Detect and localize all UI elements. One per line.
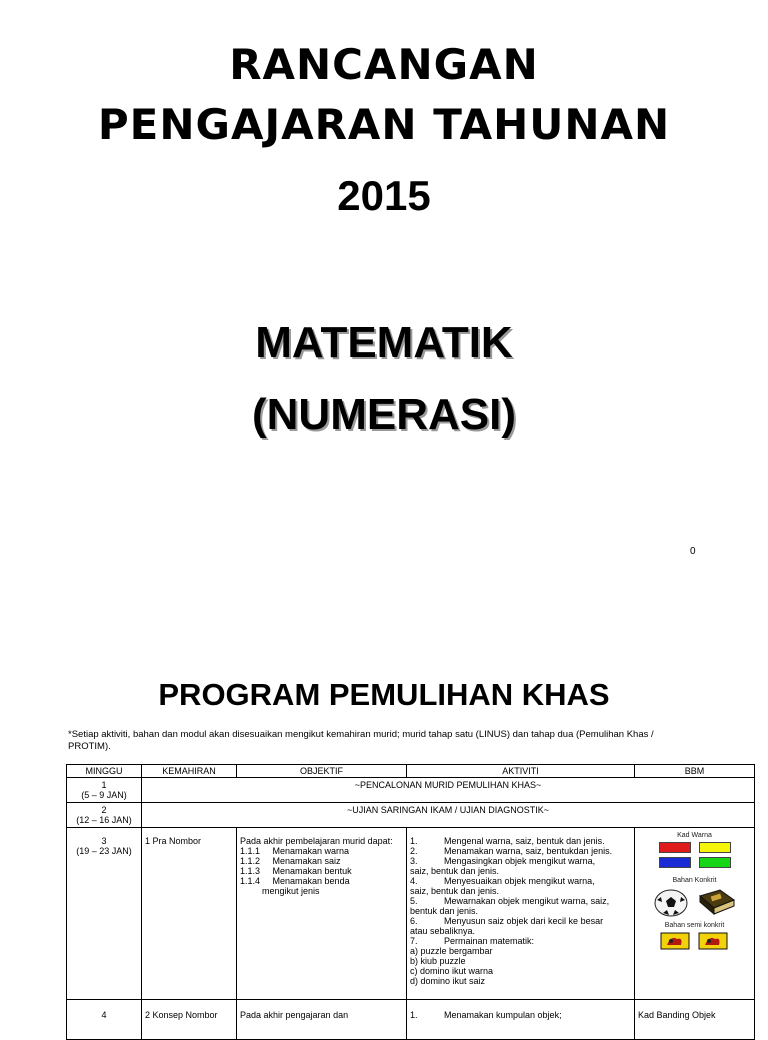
week-number: 3 xyxy=(101,836,107,846)
bbm-cell: Kad Banding Objek xyxy=(635,1000,755,1040)
week-cell xyxy=(67,828,142,1000)
activity-item: 7. Permainan matematik: xyxy=(410,936,535,946)
week-dates: (19 – 23 JAN) xyxy=(76,846,132,856)
table-row xyxy=(67,1000,755,1040)
span-cell: ~PENCALONAN MURID PEMULIHAN KHAS~ xyxy=(142,778,755,803)
header-kemahiran: KEMAHIRAN xyxy=(142,765,237,778)
activity-item: 4. Menyesuaikan objek mengikut warna, xyxy=(410,876,595,886)
objective-item: 1.1.3 Menamakan bentuk xyxy=(240,866,352,876)
subject-title: MATEMATIK xyxy=(255,318,513,367)
activity-item: a) puzzle bergambar xyxy=(410,946,493,956)
activity-item: 5. Mewarnakan objek mengikut warna, saiz, xyxy=(410,896,610,906)
skill-cell: 2 Konsep Nombor xyxy=(142,1000,237,1040)
week-number: 1 xyxy=(101,780,107,790)
table-row xyxy=(67,803,755,828)
table-header-row xyxy=(67,765,755,778)
activity-item: d) domino ikut saiz xyxy=(410,976,486,986)
activity-item: 3. Mengasingkan objek mengikut warna, xyxy=(410,856,596,866)
year-title: 2015 xyxy=(337,172,431,219)
activity-item: bentuk dan jenis. xyxy=(410,906,479,916)
blue-swatch xyxy=(659,857,691,868)
activity-item: atau sebaliknya. xyxy=(410,926,476,936)
objective-cell: Pada akhir pengajaran dan xyxy=(237,1000,407,1040)
table-row xyxy=(67,778,755,803)
activity-item: b) kiub puzzle xyxy=(410,956,466,966)
table-row xyxy=(67,828,755,1000)
subject-subtitle: (NUMERASI) xyxy=(252,390,516,439)
week-dates: (5 – 9 JAN) xyxy=(81,790,127,800)
yellow-swatch xyxy=(699,842,731,853)
objective-intro: Pada akhir pembelajaran murid dapat: xyxy=(240,836,393,846)
lesson-plan-table xyxy=(66,764,755,1040)
span-cell: ~UJIAN SARINGAN IKAM / UJIAN DIAGNOSTIK~ xyxy=(142,803,755,828)
caption-bahan-semi-konkrit: Bahan semi konkrit xyxy=(664,922,725,929)
activity-text: Menamakan kumpulan objek; xyxy=(444,1010,562,1020)
domino-cards-icon xyxy=(653,931,737,951)
book-icon xyxy=(694,886,738,918)
week-dates: (12 – 16 JAN) xyxy=(76,815,132,825)
activity-item: 6. Menyusun saiz objek dari kecil ke besar xyxy=(410,916,604,926)
activity-cell xyxy=(407,1000,635,1040)
objective-item: 1.1.2 Menamakan saiz xyxy=(240,856,341,866)
header-bbm: BBM xyxy=(635,765,755,778)
objective-cell xyxy=(237,828,407,1000)
caption-bahan-konkrit: Bahan Konkrit xyxy=(672,877,717,884)
green-swatch xyxy=(699,857,731,868)
objective-item: 1.1.1 Menamakan warna xyxy=(240,846,350,856)
program-title: PROGRAM PEMULIHAN KHAS xyxy=(158,677,610,712)
header-minggu: MINGGU xyxy=(67,765,142,778)
week-cell xyxy=(67,778,142,803)
activity-item: saiz, bentuk dan jenis. xyxy=(410,886,500,896)
bbm-cell xyxy=(635,828,755,1000)
header-aktiviti: AKTIVITI xyxy=(407,765,635,778)
skill-cell: 1 Pra Nombor xyxy=(142,828,237,1000)
activity-item: c) domino ikut warna xyxy=(410,966,494,976)
activity-item: saiz, bentuk dan jenis. xyxy=(410,866,500,876)
objective-item: 1.1.4 Menamakan benda xyxy=(240,876,350,886)
week-cell xyxy=(67,803,142,828)
activity-item: 1. Mengenal warna, saiz, bentuk dan jenis. xyxy=(410,836,605,846)
objective-item-tail: mengikut jenis xyxy=(262,886,320,896)
page-number: 0 xyxy=(690,546,696,557)
activity-cell xyxy=(407,828,635,1000)
program-note: *Setiap aktiviti, bahan dan modul akan disesuaikan mengikut kemahiran murid; murid tahap satu (LINUS) dan tahap dua (Pemulihan Khas / PROTIM). xyxy=(68,729,654,752)
football-icon xyxy=(651,888,691,918)
caption-kad-warna: Kad Warna xyxy=(677,832,712,839)
week-number: 2 xyxy=(101,805,107,815)
title-line-1: RANCANGAN xyxy=(229,40,539,89)
title-line-2: PENGAJARAN TAHUNAN xyxy=(97,100,671,149)
color-cards xyxy=(638,841,751,871)
activity-item: 2. Menamakan warna, saiz, bentukdan jenis. xyxy=(410,846,613,856)
header-objektif: OBJEKTIF xyxy=(237,765,407,778)
week-cell: 4 xyxy=(67,1000,142,1040)
red-swatch xyxy=(659,842,691,853)
activity-number: 1. xyxy=(410,1010,418,1020)
